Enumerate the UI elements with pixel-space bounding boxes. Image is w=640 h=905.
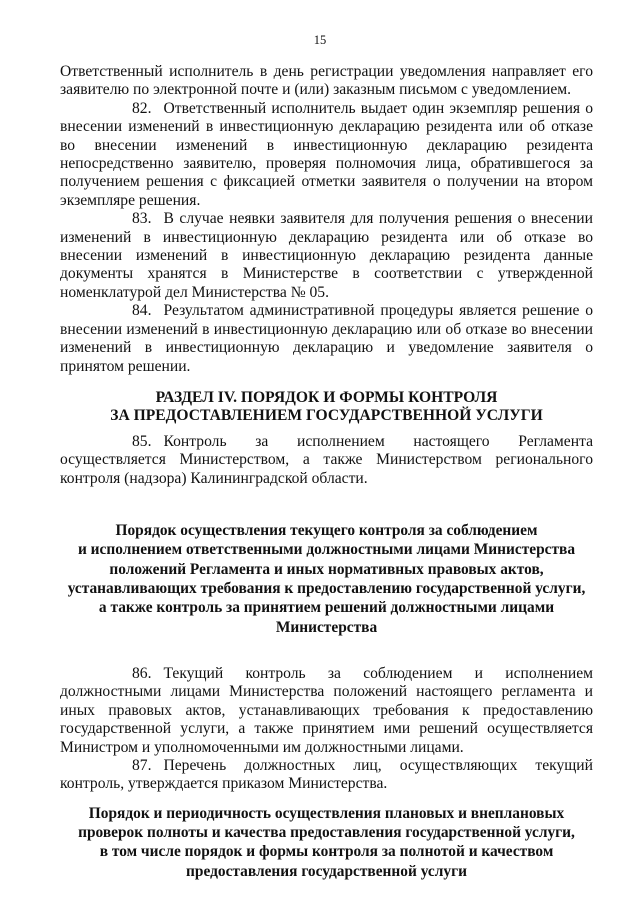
paragraph-82	[60, 100, 593, 210]
paragraph-text: Текущий контроль за соблюдением и исполнением должностными лицами Министерства положений настоящего регламента и иных правовых актов, устанавливающих требования к предоставлению государственной услуги, а также принятием ими решений осуществляется Министром и уполномоченными им должностными лицами.	[60, 664, 593, 756]
paragraph-text: Ответственный исполнитель в день регистрации уведомления направляет его заявителю по электронной почте и (или) заказным письмом с уведомлением.	[60, 63, 593, 99]
paragraph-text: В случае неявки заявителя для получения решения о внесении изменений в инвестиционную декларацию резидента или об отказе во внесении изменений в инвестиционную декларацию резидента данные документы хранятся в Министерстве в соответствии с утвержденной номенклатурой дел Министерства № 05.	[60, 210, 593, 301]
subsection-heading-line: и исполнением ответственными должностными лицами Министерства	[77, 541, 576, 559]
paragraph-text: Результатом административной процедуры является решение о внесении изменений в инвестиционную декларацию или об отказе во внесении изменений в инвестиционную декларацию и уведомление заявителя о принятом решении.	[60, 302, 593, 375]
page-number: 15	[313, 33, 327, 47]
paragraph-number: 87.	[132, 756, 152, 774]
paragraph-text: Ответственный исполнитель выдает один экземпляр решения о внесении изменений в инвестиционную декларацию резидента или об отказе во внесении изменений в инвестиционную декларацию резидента непосредственно заявителю, проверяя полномочия лица, обратившегося за получением решения с фиксацией отметки заявителя о получении на втором экземпляре решения.	[60, 99, 593, 209]
paragraph-continued	[60, 63, 593, 100]
subsection-heading	[60, 521, 593, 637]
subsection-heading	[60, 804, 593, 881]
paragraph-85	[60, 433, 593, 488]
paragraph-86	[60, 665, 593, 757]
paragraph-number: 86.	[132, 664, 152, 682]
subsection-heading-line: устанавливающих требования к предоставлению государственной услуги,	[67, 580, 586, 598]
paragraph-84	[60, 302, 593, 376]
subsection-heading-line: положений Регламента и иных нормативных правовых актов,	[109, 560, 544, 578]
paragraph-number: 84.	[132, 302, 152, 320]
subsection-heading-line: а также контроль за принятием решений должностными лицами	[98, 599, 555, 617]
paragraph-number: 85.	[132, 432, 152, 450]
subsection-heading-line: Порядок осуществления текущего контроля за соблюдением	[115, 522, 538, 540]
paragraph-text: Перечень должностных лиц, осуществляющих текущий контроль, утверждается приказом Министерства.	[60, 756, 593, 793]
paragraph-number: 83.	[132, 210, 152, 228]
subsection-heading-line: Порядок и периодичность осуществления плановых и внеплановых	[88, 804, 565, 822]
subsection-heading-line: Министерства	[275, 618, 378, 636]
subsection-heading-line: в том числе порядок и формы контроля за полнотой и качеством	[99, 843, 554, 861]
section-heading-line: РАЗДЕЛ IV. ПОРЯДОК И ФОРМЫ КОНТРОЛЯ	[155, 388, 498, 406]
section-heading	[60, 389, 593, 426]
paragraph-87	[60, 757, 593, 794]
section-heading-line: ЗА ПРЕДОСТАВЛЕНИЕМ ГОСУДАРСТВЕННОЙ УСЛУГИ	[110, 407, 543, 425]
paragraph-number: 82.	[132, 99, 152, 117]
subsection-heading-line: предоставления государственной услуги	[186, 862, 467, 880]
subsection-heading-line: проверок полноты и качества предоставления государственной услуги,	[78, 824, 575, 842]
paragraph-text: Контроль за исполнением настоящего Регламента осуществляется Министерством, а также Министерством регионального контроля (надзора) Калининградской области.	[60, 432, 593, 487]
document-body	[60, 63, 593, 881]
paragraph-83	[60, 210, 593, 302]
